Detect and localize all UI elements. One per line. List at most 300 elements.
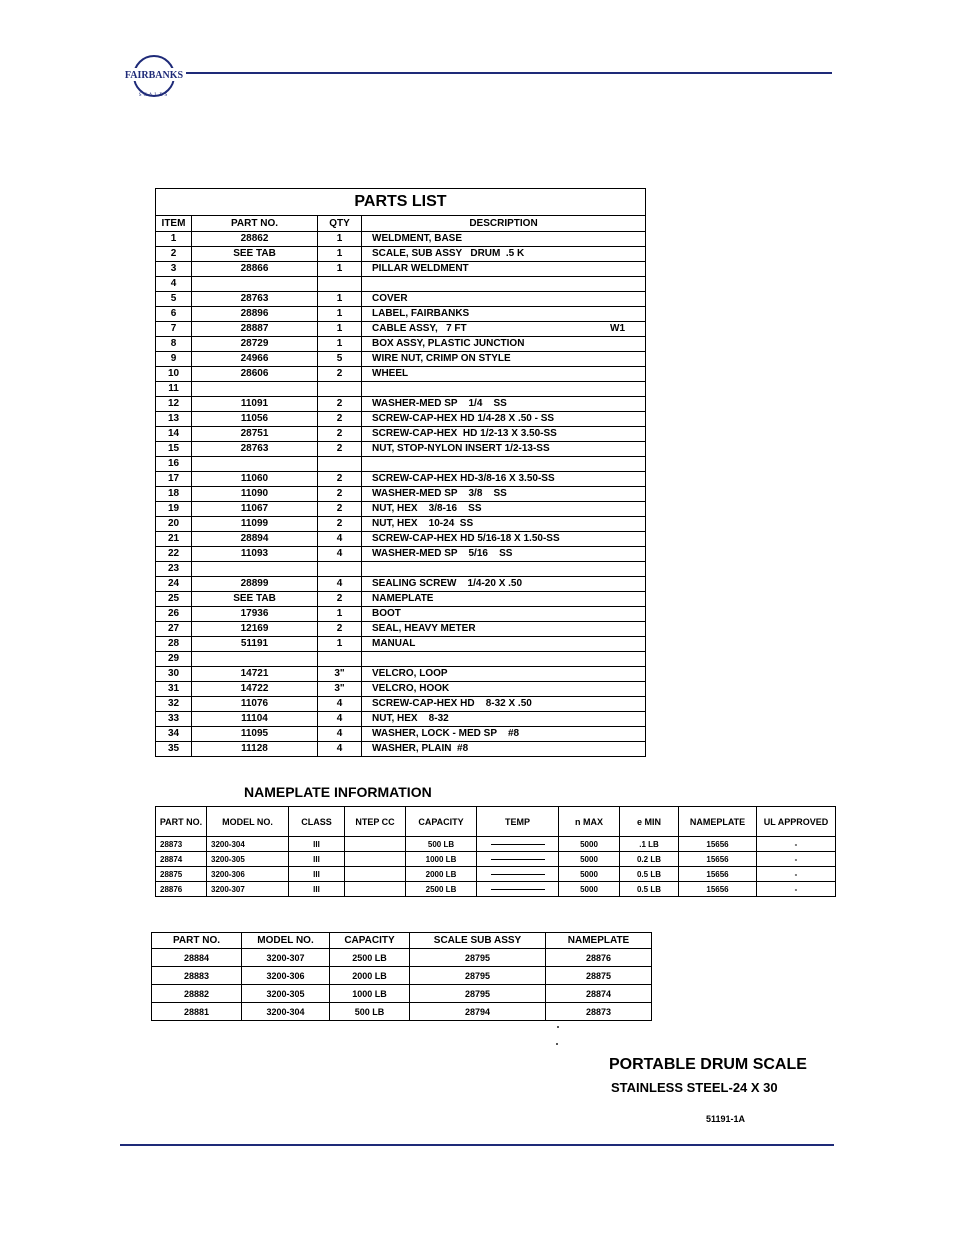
part-number — [192, 277, 318, 292]
part-number: 28873 — [156, 837, 207, 852]
description-text: SCREW-CAP-HEX HD 5/16-18 X 1.50-SS — [372, 533, 560, 544]
table-row — [156, 682, 646, 697]
column-header: UL APPROVED — [757, 807, 836, 837]
description — [362, 622, 646, 637]
description-text: NUT, HEX 8-32 — [372, 713, 449, 724]
quantity — [318, 457, 362, 472]
quantity: 1 — [318, 262, 362, 277]
table-row — [156, 382, 646, 397]
table-row — [156, 247, 646, 262]
part-number: 11076 — [192, 697, 318, 712]
nameplate: 15656 — [679, 882, 757, 897]
table-row — [156, 837, 836, 852]
description — [362, 382, 646, 397]
nameplate: 15656 — [679, 837, 757, 852]
description — [362, 427, 646, 442]
table-row — [156, 472, 646, 487]
table-row — [156, 322, 646, 337]
part-number: 11128 — [192, 742, 318, 757]
sub-assy-header — [152, 933, 652, 949]
table-row — [156, 727, 646, 742]
header-rule — [186, 72, 832, 74]
quantity: 1 — [318, 307, 362, 322]
description — [362, 322, 646, 337]
part-number: 51191 — [192, 637, 318, 652]
description — [362, 592, 646, 607]
table-row — [152, 949, 652, 967]
part-number: 11056 — [192, 412, 318, 427]
description-text: BOX ASSY, PLASTIC JUNCTION — [372, 338, 525, 349]
part-number: 11104 — [192, 712, 318, 727]
description-text: SCALE, SUB ASSY DRUM .5 K — [372, 248, 525, 259]
description — [362, 697, 646, 712]
capacity: 1000 LB — [406, 852, 477, 867]
quantity: 3" — [318, 667, 362, 682]
description-text: CABLE ASSY, 7 FT — [372, 323, 467, 334]
quantity — [318, 562, 362, 577]
description-text: LABEL, FAIRBANKS — [372, 308, 470, 319]
quantity: 2 — [318, 592, 362, 607]
item-number: 22 — [156, 547, 192, 562]
description — [362, 232, 646, 247]
part-number: 11095 — [192, 727, 318, 742]
quantity: 4 — [318, 742, 362, 757]
stray-mark — [557, 1026, 559, 1028]
table-row — [156, 592, 646, 607]
table-row — [156, 562, 646, 577]
description — [362, 247, 646, 262]
reference-designator: W1 — [610, 323, 625, 334]
drawing-title: PORTABLE DRUM SCALE — [609, 1056, 807, 1073]
nameplate: 28876 — [546, 949, 652, 967]
description — [362, 397, 646, 412]
part-number: 11099 — [192, 517, 318, 532]
temp — [477, 837, 559, 852]
table-row — [156, 502, 646, 517]
table-row — [156, 697, 646, 712]
description — [362, 532, 646, 547]
capacity: 2500 LB — [330, 949, 410, 967]
quantity: 4 — [318, 577, 362, 592]
description-text: BOOT — [372, 608, 401, 619]
quantity: 2 — [318, 412, 362, 427]
item-number: 35 — [156, 742, 192, 757]
quantity: 3" — [318, 682, 362, 697]
part-number — [192, 562, 318, 577]
table-row — [156, 517, 646, 532]
column-header: NTEP CC — [345, 807, 406, 837]
description-text: WASHER-MED SP 3/8 SS — [372, 488, 507, 499]
description — [362, 577, 646, 592]
document-number: 51191-1A — [706, 1114, 746, 1124]
scale-sub-assy: 28795 — [410, 949, 546, 967]
table-row — [156, 547, 646, 562]
scale-sub-assy: 28795 — [410, 967, 546, 985]
quantity — [318, 382, 362, 397]
description-text: SEALING SCREW 1/4-20 X .50 — [372, 578, 523, 589]
description-text: SCREW-CAP-HEX HD 1/4-28 X .50 - SS — [372, 413, 555, 424]
description — [362, 742, 646, 757]
item-number: 8 — [156, 337, 192, 352]
footer-rule — [120, 1144, 834, 1146]
part-number: 11060 — [192, 472, 318, 487]
column-header: n MAX — [559, 807, 620, 837]
part-number: 28894 — [192, 532, 318, 547]
quantity — [318, 277, 362, 292]
model-number: 3200-305 — [207, 852, 289, 867]
parts-list-header — [156, 216, 646, 232]
description-text: VELCRO, LOOP — [372, 668, 448, 679]
description-text: NAMEPLATE — [372, 593, 434, 604]
part-number: 28875 — [156, 867, 207, 882]
part-number — [192, 382, 318, 397]
e-min: 0.5 LB — [620, 882, 679, 897]
quantity: 5 — [318, 352, 362, 367]
description — [362, 412, 646, 427]
fairbanks-logo — [124, 50, 184, 100]
item-number: 31 — [156, 682, 192, 697]
table-row — [156, 712, 646, 727]
quantity: 1 — [318, 607, 362, 622]
description-text: WASHER-MED SP 1/4 SS — [372, 398, 507, 409]
quantity: 4 — [318, 727, 362, 742]
description-text: WASHER, PLAIN #8 — [372, 743, 469, 754]
table-row — [156, 307, 646, 322]
model-number: 3200-307 — [207, 882, 289, 897]
column-header: PART NO. — [152, 933, 242, 949]
item-number: 23 — [156, 562, 192, 577]
description-text: WASHER, LOCK - MED SP #8 — [372, 728, 520, 739]
table-row — [156, 262, 646, 277]
description — [362, 307, 646, 322]
item-number: 20 — [156, 517, 192, 532]
class: III — [289, 867, 345, 882]
quantity: 1 — [318, 232, 362, 247]
quantity: 4 — [318, 532, 362, 547]
item-number: 30 — [156, 667, 192, 682]
description — [362, 712, 646, 727]
part-number: 28751 — [192, 427, 318, 442]
part-number: 28763 — [192, 442, 318, 457]
class: III — [289, 837, 345, 852]
ul-approved: - — [757, 852, 836, 867]
item-number: 25 — [156, 592, 192, 607]
ul-approved: - — [757, 882, 836, 897]
temp-line — [491, 874, 545, 875]
table-row — [156, 397, 646, 412]
item-number: 21 — [156, 532, 192, 547]
description — [362, 262, 646, 277]
quantity: 4 — [318, 697, 362, 712]
nameplate-info-header — [156, 807, 836, 837]
item-number: 18 — [156, 487, 192, 502]
quantity: 2 — [318, 517, 362, 532]
n-max: 5000 — [559, 852, 620, 867]
table-row — [156, 487, 646, 502]
item-number: 1 — [156, 232, 192, 247]
description — [362, 337, 646, 352]
description — [362, 547, 646, 562]
part-number: 28763 — [192, 292, 318, 307]
ul-approved: - — [757, 867, 836, 882]
description — [362, 457, 646, 472]
description-text: WASHER-MED SP 5/16 SS — [372, 548, 513, 559]
capacity: 500 LB — [406, 837, 477, 852]
stray-mark — [556, 1043, 558, 1045]
item-number: 6 — [156, 307, 192, 322]
part-number: 28884 — [152, 949, 242, 967]
table-row — [156, 637, 646, 652]
model-number: 3200-305 — [242, 985, 330, 1003]
part-number: 28881 — [152, 1003, 242, 1021]
item-number: 7 — [156, 322, 192, 337]
part-number: 11067 — [192, 502, 318, 517]
e-min: 0.2 LB — [620, 852, 679, 867]
capacity: 2000 LB — [406, 867, 477, 882]
description — [362, 472, 646, 487]
description — [362, 637, 646, 652]
item-number: 28 — [156, 637, 192, 652]
n-max: 5000 — [559, 882, 620, 897]
temp — [477, 882, 559, 897]
sub-assy-table — [151, 932, 652, 1021]
description-text: SEAL, HEAVY METER — [372, 623, 476, 634]
table-row — [156, 882, 836, 897]
item-number: 12 — [156, 397, 192, 412]
nameplate: 15656 — [679, 867, 757, 882]
table-row — [156, 292, 646, 307]
item-number: 27 — [156, 622, 192, 637]
capacity: 1000 LB — [330, 985, 410, 1003]
capacity: 2000 LB — [330, 967, 410, 985]
description-text: COVER — [372, 293, 408, 304]
part-number: 28874 — [156, 852, 207, 867]
part-number: 12169 — [192, 622, 318, 637]
table-row — [156, 442, 646, 457]
description — [362, 562, 646, 577]
description — [362, 667, 646, 682]
description — [362, 607, 646, 622]
item-number: 5 — [156, 292, 192, 307]
column-header: MODEL NO. — [207, 807, 289, 837]
scale-sub-assy: 28795 — [410, 985, 546, 1003]
n-max: 5000 — [559, 867, 620, 882]
quantity: 1 — [318, 637, 362, 652]
part-number: SEE TAB — [192, 247, 318, 262]
table-row — [156, 277, 646, 292]
item-number: 24 — [156, 577, 192, 592]
item-number: 4 — [156, 277, 192, 292]
part-number — [192, 457, 318, 472]
nameplate: 28873 — [546, 1003, 652, 1021]
description-text: WELDMENT, BASE — [372, 233, 462, 244]
class: III — [289, 852, 345, 867]
item-number: 15 — [156, 442, 192, 457]
quantity: 2 — [318, 487, 362, 502]
table-row — [156, 427, 646, 442]
nameplate: 28874 — [546, 985, 652, 1003]
e-min: .1 LB — [620, 837, 679, 852]
description — [362, 277, 646, 292]
logo-text: FAIRBANKS — [124, 70, 184, 81]
part-number: 28876 — [156, 882, 207, 897]
part-number: 28896 — [192, 307, 318, 322]
nameplate-info-table — [155, 806, 836, 897]
item-number: 14 — [156, 427, 192, 442]
item-number: 33 — [156, 712, 192, 727]
table-row — [156, 412, 646, 427]
description — [362, 367, 646, 382]
table-row — [156, 852, 836, 867]
table-row — [156, 367, 646, 382]
description-text: SCREW-CAP-HEX HD-3/8-16 X 3.50-SS — [372, 473, 555, 484]
table-row — [156, 622, 646, 637]
item-number: 34 — [156, 727, 192, 742]
quantity — [318, 652, 362, 667]
table-row — [156, 667, 646, 682]
part-number: 28862 — [192, 232, 318, 247]
column-header: MODEL NO. — [242, 933, 330, 949]
item-number: 19 — [156, 502, 192, 517]
description — [362, 487, 646, 502]
model-number: 3200-304 — [242, 1003, 330, 1021]
item-number: 26 — [156, 607, 192, 622]
ul-approved: - — [757, 837, 836, 852]
part-number: 28606 — [192, 367, 318, 382]
quantity: 2 — [318, 472, 362, 487]
temp-line — [491, 889, 545, 890]
part-number: 28883 — [152, 967, 242, 985]
quantity: 2 — [318, 622, 362, 637]
nameplate: 28875 — [546, 967, 652, 985]
description-text: SCREW-CAP-HEX HD 8-32 X .50 — [372, 698, 532, 709]
item-number: 9 — [156, 352, 192, 367]
part-number: 14721 — [192, 667, 318, 682]
parts-list-title: PARTS LIST — [156, 189, 646, 216]
description-text: VELCRO, HOOK — [372, 683, 450, 694]
description-text: MANUAL — [372, 638, 416, 649]
part-number — [192, 652, 318, 667]
description-text: SCREW-CAP-HEX HD 1/2-13 X 3.50-SS — [372, 428, 557, 439]
quantity: 4 — [318, 547, 362, 562]
column-header: e MIN — [620, 807, 679, 837]
part-number: 11093 — [192, 547, 318, 562]
description-text: PILLAR WELDMENT — [372, 263, 469, 274]
column-header: DESCRIPTION — [362, 216, 646, 232]
quantity: 2 — [318, 397, 362, 412]
temp-line — [491, 859, 545, 860]
item-number: 13 — [156, 412, 192, 427]
part-number: 28882 — [152, 985, 242, 1003]
quantity: 2 — [318, 367, 362, 382]
item-number: 11 — [156, 382, 192, 397]
part-number: SEE TAB — [192, 592, 318, 607]
part-number: 14722 — [192, 682, 318, 697]
description — [362, 292, 646, 307]
column-header: CAPACITY — [330, 933, 410, 949]
drawing-subtitle: STAINLESS STEEL-24 X 30 — [611, 1080, 778, 1095]
column-header: CLASS — [289, 807, 345, 837]
column-header: SCALE SUB ASSY — [410, 933, 546, 949]
description — [362, 727, 646, 742]
model-number: 3200-306 — [207, 867, 289, 882]
model-number: 3200-304 — [207, 837, 289, 852]
part-number: 28866 — [192, 262, 318, 277]
quantity: 1 — [318, 337, 362, 352]
description-text: NUT, HEX 10-24 SS — [372, 518, 474, 529]
quantity: 1 — [318, 322, 362, 337]
part-number: 28729 — [192, 337, 318, 352]
item-number: 29 — [156, 652, 192, 667]
item-number: 10 — [156, 367, 192, 382]
quantity: 1 — [318, 292, 362, 307]
temp — [477, 867, 559, 882]
model-number: 3200-306 — [242, 967, 330, 985]
quantity: 1 — [318, 247, 362, 262]
table-row — [156, 232, 646, 247]
item-number: 2 — [156, 247, 192, 262]
scale-sub-assy: 28794 — [410, 1003, 546, 1021]
item-number: 32 — [156, 697, 192, 712]
description — [362, 682, 646, 697]
table-row — [156, 607, 646, 622]
nameplate-info-heading: NAMEPLATE INFORMATION — [244, 784, 432, 800]
description-text: WHEEL — [372, 368, 409, 379]
column-header: NAMEPLATE — [679, 807, 757, 837]
table-row — [156, 577, 646, 592]
column-header: NAMEPLATE — [546, 933, 652, 949]
parts-list-table — [155, 188, 646, 757]
table-row — [156, 337, 646, 352]
table-row — [156, 532, 646, 547]
capacity: 500 LB — [330, 1003, 410, 1021]
ntep-cc — [345, 882, 406, 897]
column-header: TEMP — [477, 807, 559, 837]
description — [362, 517, 646, 532]
table-row — [156, 652, 646, 667]
part-number: 11091 — [192, 397, 318, 412]
temp — [477, 852, 559, 867]
capacity: 2500 LB — [406, 882, 477, 897]
table-row — [156, 742, 646, 757]
column-header: ITEM — [156, 216, 192, 232]
item-number: 16 — [156, 457, 192, 472]
ntep-cc — [345, 837, 406, 852]
model-number: 3200-307 — [242, 949, 330, 967]
nameplate: 15656 — [679, 852, 757, 867]
table-row — [152, 1003, 652, 1021]
table-row — [152, 967, 652, 985]
description — [362, 352, 646, 367]
description-text: WIRE NUT, CRIMP ON STYLE — [372, 353, 511, 364]
description — [362, 442, 646, 457]
logo-subtext: SCALES — [138, 93, 170, 98]
e-min: 0.5 LB — [620, 867, 679, 882]
class: III — [289, 882, 345, 897]
ntep-cc — [345, 852, 406, 867]
item-number: 17 — [156, 472, 192, 487]
part-number: 24966 — [192, 352, 318, 367]
table-row — [152, 985, 652, 1003]
quantity: 2 — [318, 427, 362, 442]
temp-line — [491, 844, 545, 845]
part-number: 28899 — [192, 577, 318, 592]
description-text: NUT, STOP-NYLON INSERT 1/2-13-SS — [372, 443, 550, 454]
description — [362, 502, 646, 517]
column-header: PART NO. — [156, 807, 207, 837]
ntep-cc — [345, 867, 406, 882]
column-header: QTY — [318, 216, 362, 232]
